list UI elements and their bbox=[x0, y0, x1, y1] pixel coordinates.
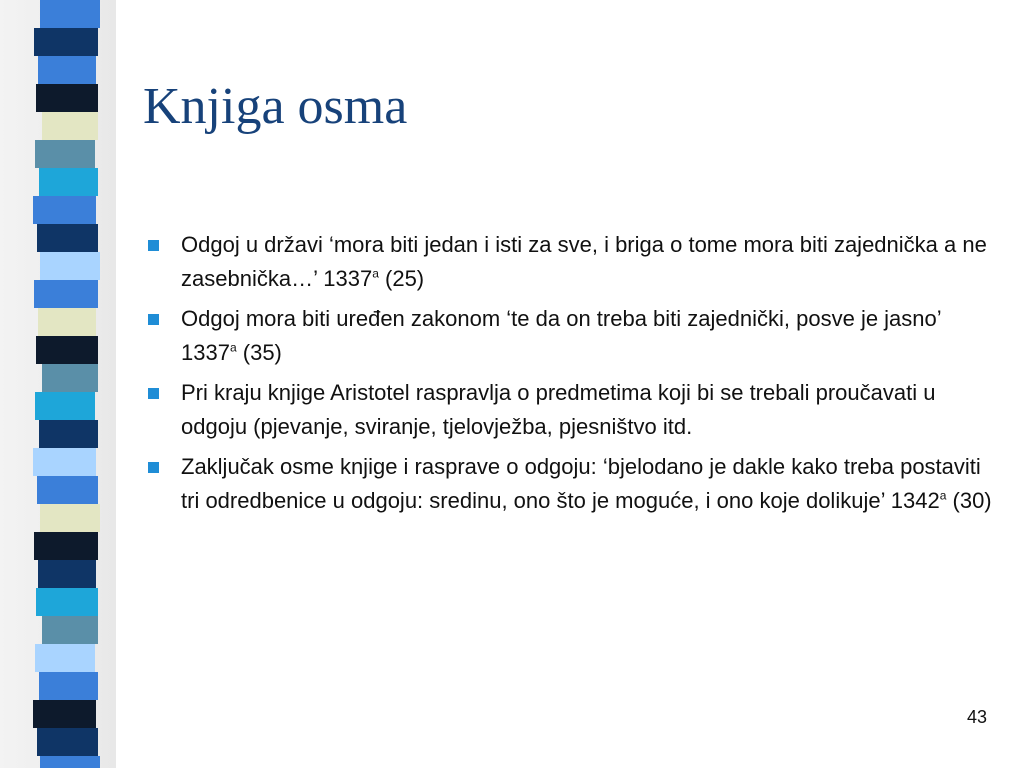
decorative-stripe bbox=[36, 84, 98, 112]
decorative-stripe bbox=[40, 756, 100, 768]
bullet-reference: (30) bbox=[946, 488, 992, 513]
bullet-item-2 bbox=[145, 302, 995, 370]
square-bullet-icon bbox=[148, 314, 159, 325]
decorative-stripe bbox=[35, 392, 95, 420]
decorative-stripe bbox=[37, 224, 98, 252]
decorative-stripe bbox=[34, 532, 98, 560]
decorative-stripe bbox=[40, 504, 100, 532]
decorative-stripe bbox=[33, 700, 96, 728]
decorative-stripe bbox=[39, 168, 98, 196]
decorative-stripe bbox=[39, 420, 98, 448]
decorative-stripe-bar bbox=[0, 0, 116, 768]
decorative-stripe bbox=[42, 616, 98, 644]
decorative-stripe bbox=[34, 280, 98, 308]
bullet-text: Zaključak osme knjige i rasprave o odgoju: ‘bjelodano je dakle kako treba postaviti tri odredbenice u odgoju: sredinu, ono što je moguće, i ono koje dolikuje’ 1342 bbox=[181, 454, 981, 513]
decorative-stripe bbox=[40, 252, 100, 280]
bullet-superscript: a bbox=[372, 266, 379, 281]
page-number: 43 bbox=[966, 707, 987, 727]
decorative-stripe bbox=[34, 28, 98, 56]
bullet-superscript: a bbox=[229, 340, 237, 355]
decorative-stripe bbox=[33, 448, 96, 476]
bullet-item-1 bbox=[145, 228, 995, 296]
decorative-stripe bbox=[38, 560, 96, 588]
square-bullet-icon bbox=[148, 240, 159, 251]
bullet-text: Odgoj u državi ‘mora biti jedan i isti za sve, i briga o tome mora biti zajednička a ne zasebnička…’ 1337 bbox=[181, 232, 987, 291]
decorative-stripe bbox=[37, 476, 98, 504]
decorative-stripe bbox=[35, 644, 95, 672]
bullet-item-3 bbox=[145, 376, 995, 444]
decorative-stripe bbox=[42, 112, 98, 140]
decorative-stripe bbox=[36, 336, 98, 364]
decorative-stripe bbox=[38, 56, 96, 84]
decorative-stripe bbox=[36, 588, 98, 616]
square-bullet-icon bbox=[148, 462, 159, 473]
bullet-reference: (35) bbox=[236, 340, 282, 365]
decorative-stripe bbox=[35, 140, 95, 168]
bullet-superscript: a bbox=[939, 488, 947, 503]
decorative-stripe bbox=[42, 364, 98, 392]
decorative-stripe bbox=[39, 672, 98, 700]
bullet-item-4 bbox=[145, 450, 995, 518]
bullet-list bbox=[145, 228, 995, 524]
square-bullet-icon bbox=[148, 388, 159, 399]
decorative-stripe bbox=[37, 728, 98, 756]
bullet-text: Odgoj mora biti uređen zakonom ‘te da on treba biti zajednički, posve je jasno’ 1337 bbox=[181, 306, 941, 365]
bullet-text: Pri kraju knjige Aristotel raspravlja o predmetima koji bi se trebali proučavati u odgoju (pjevanje, sviranje, tjelovježba, pjesništvo itd. bbox=[181, 380, 936, 439]
decorative-stripe bbox=[33, 196, 96, 224]
bullet-reference: (25) bbox=[378, 266, 425, 291]
decorative-stripe bbox=[40, 0, 100, 28]
decorative-stripe bbox=[38, 308, 96, 336]
slide-title: Knjiga osma bbox=[143, 78, 408, 135]
